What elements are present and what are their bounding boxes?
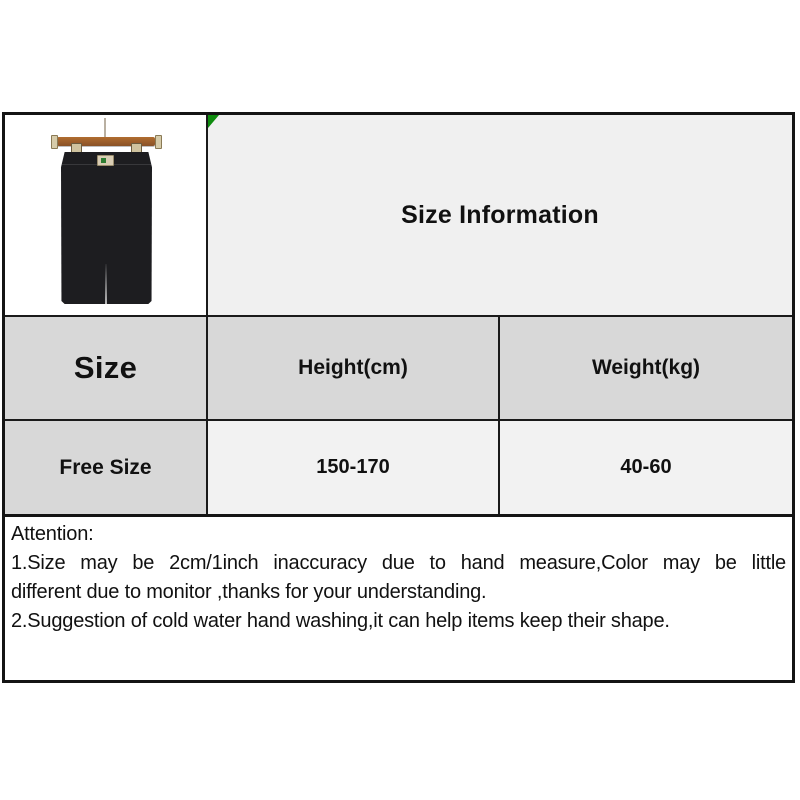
green-corner-marker-icon [208, 115, 219, 128]
header-height: Height(cm) [206, 317, 498, 419]
product-photo [5, 115, 206, 315]
attention-note-line: 2.Suggestion of cold water hand washing,it can help items keep their shape. [11, 610, 670, 632]
pants-icon [61, 152, 152, 304]
pants-waist-tag-icon [97, 155, 114, 166]
cell-height-value: 150-170 [206, 421, 498, 514]
hanger-cap-icon [155, 135, 162, 149]
hanger-cap-icon [51, 135, 58, 149]
hanger-hook-icon [104, 118, 106, 139]
header-weight: Weight(kg) [498, 317, 792, 419]
cell-size-value: Free Size [5, 421, 206, 514]
table-row [5, 419, 792, 514]
header-size: Size [5, 317, 206, 419]
page-title: Size Information [401, 200, 599, 229]
table-header-row [5, 315, 792, 419]
attention-notes [5, 514, 792, 680]
cell-weight-value: 40-60 [498, 421, 792, 514]
attention-note-line: different due to monitor ,thanks for your understanding. [11, 581, 487, 603]
title-cell [206, 115, 792, 315]
attention-title: Attention: [11, 523, 94, 545]
attention-note-line: 1.Size may be 2cm/1inch inaccuracy due to hand measure,Color may be little [11, 552, 786, 574]
size-info-sheet [2, 112, 795, 683]
top-row [5, 115, 792, 315]
